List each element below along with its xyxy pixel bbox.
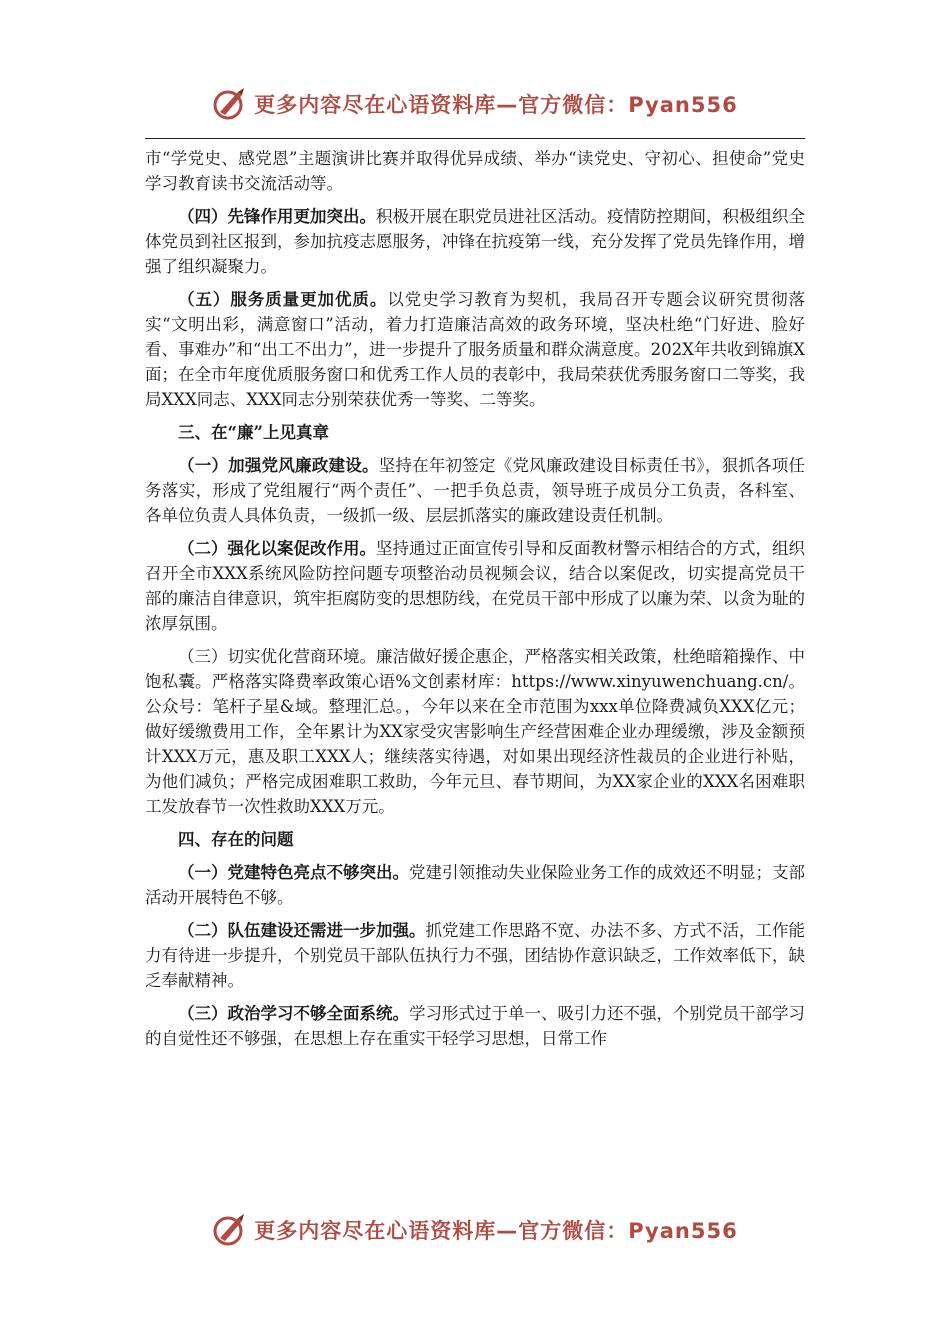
paragraph-10: （三）政治学习不够全面系统。学习形式过于单一、吸引力还不强，个别党员干部学习的自觉性还不够强，在思想上存在重实干轻学习思想，日常工作 — [145, 1004, 805, 1048]
paragraph-4: （一）加强党风廉政建设。坚持在年初签定《党风廉政建设目标责任书》，狠抓各项任务落实，形成了党组履行“两个责任”、一把手负总责，领导班子成员分工负责，各科室、各单位负责人具体负责，一级抓一级、层层抓落实的廉政建设责任机制。 — [145, 456, 806, 525]
header-rule — [145, 138, 805, 139]
footer-banner — [0, 1210, 950, 1250]
header-banner — [0, 84, 950, 124]
paragraph-6: （三）切实优化营商环境。廉洁做好援企惠企，严格落实相关政策，杜绝暗箱操作、中饱私囊。严格落实降费率政策心语%文创素材库：https://www.xinyuwenchuang.cn/。公众号：笔杆子星&域。整理汇总。，今年以来在全市范围为xxx单位降费减负XXX亿元；做好缓缴费用工作，全年累计为XX家受灾害影响生产经营困难企业办理缓缴，涉及金额预计XXX万元，惠及职工XXX人；继续落实待遇，对如果出现经济性裁员的企业进行补贴，为他们减负；严格完成困难职工救助，今年元旦、春节期间，为XX家企业的XXX名困难职工发放春节一次性救助XXX万元。 — [145, 647, 805, 816]
section-heading-4: 四、存在的问题 — [178, 830, 294, 849]
paragraph-1: （四）先锋作用更加突出。积极开展在职党员进社区活动。疫情防控期间，积极组织全体党员到社区报到，参加抗疫志愿服务，冲锋在抗疫第一线，充分发挥了党员先锋作用，增强了组织凝聚力。 — [145, 207, 805, 276]
paragraph-2: （五）服务质量更加优质。以党史学习教育为契机，我局召开专题会议研究贯彻落实“文明出彩，满意窗口”活动，着力打造廉洁高效的政务环境，坚决杜绝“门好进、脸好看、事难办”和“出工不出力”，进一步提升了服务质量和群众满意度。202X年共收到锦旗X面；在全市年度优质服务窗口和优秀工作人员的表彰中，我局荣获优秀服务窗口二等奖，我局XXX同志、XXX同志分别荣获优秀一等奖、二等奖。 — [145, 290, 806, 409]
paragraph-0: 市“学党史、感党恩”主题演讲比赛并取得优异成绩、举办“读党史、守初心、担使命”党史学习教育读书交流活动等。 — [145, 149, 805, 193]
header-banner-text: 更多内容尽在心语资料库—官方微信：Pyan556 — [254, 93, 738, 117]
paragraph-8: （一）党建特色亮点不够突出。党建引领推动失业保险业务工作的成效还不明显；支部活动开展特色不够。 — [145, 863, 805, 907]
footer-banner-text: 更多内容尽在心语资料库—官方微信：Pyan556 — [254, 1219, 738, 1243]
document-body — [145, 146, 805, 1059]
pen-logo-icon — [212, 86, 248, 122]
section-heading-3: 三、在“廉”上见真章 — [178, 423, 329, 442]
paragraph-9: （二）队伍建设还需进一步加强。抓党建工作思路不宽、办法不多、方式不活，工作能力有待进一步提升，个别党员干部队伍执行力不强，团结协作意识缺乏，工作效率低下，缺乏奉献精神。 — [145, 921, 805, 990]
pen-logo-icon — [212, 1212, 248, 1248]
paragraph-5: （二）强化以案促改作用。坚持通过正面宣传引导和反面教材警示相结合的方式，组织召开全市XXX系统风险防控问题专项整治动员视频会议，结合以案促改，切实提高党员干部的廉洁自律意识，筑牢拒腐防变的思想防线，在党员干部中形成了以廉为荣、以贪为耻的浓厚氛围。 — [145, 539, 805, 633]
